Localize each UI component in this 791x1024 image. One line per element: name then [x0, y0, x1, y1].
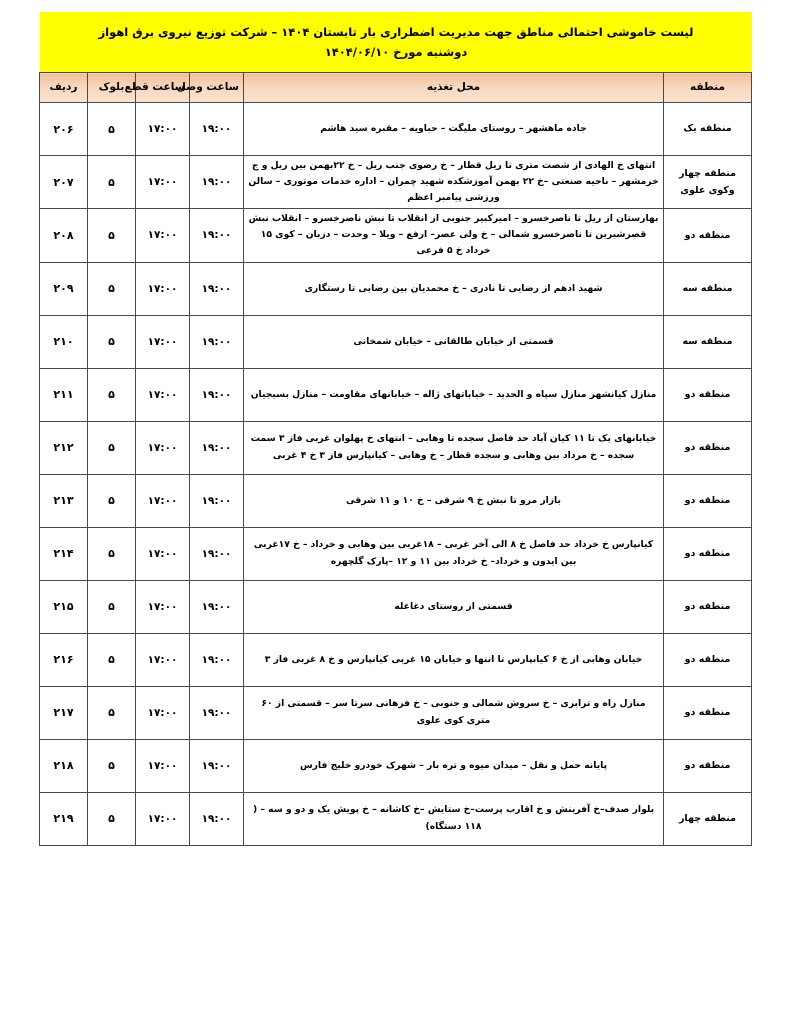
column-header-mantagheh: منطقه: [664, 73, 752, 103]
cell-radif: ۲۱۶: [40, 633, 88, 686]
cell-mahal-taghzieh: بهارستان از ریل تا ناصرخسرو – امیرکبیر جنوبی از انقلاب تا نبش ناصرخسرو – انقلاب نبش قصرشیرین تا ناصرخسرو شمالی – خ ولی عصر– ارفع – ویلا – وحدت – دزبان – کوی ۱۵ خرداد خ ۵ فرعی: [244, 209, 664, 262]
cell-saat-ghat: ۱۷:۰۰: [136, 156, 190, 209]
table-row: [40, 474, 752, 527]
title-banner: [40, 12, 752, 72]
table-row: [40, 262, 752, 315]
cell-radif: ۲۱۱: [40, 368, 88, 421]
cell-radif: ۲۰۹: [40, 262, 88, 315]
cell-mahal-taghzieh: خیابانهای یک تا ۱۱ کیان آباد حد فاصل سجده تا وهابی – انتهای خ پهلوان غربی فاز ۳ سمت سجده – خ مرداد بین وهابی و سجده قطار – خ وهابی – کیانپارس فاز ۳ خ ۴ غربی: [244, 421, 664, 474]
cell-radif: ۲۰۸: [40, 209, 88, 262]
cell-mantagheh: منطقه چهار: [664, 792, 752, 845]
cell-mantagheh: منطقه دو: [664, 527, 752, 580]
table-body: [40, 103, 752, 846]
cell-blok: ۵: [88, 686, 136, 739]
cell-radif: ۲۱۹: [40, 792, 88, 845]
cell-saat-vasl: ۱۹:۰۰: [190, 792, 244, 845]
cell-radif: ۲۱۴: [40, 527, 88, 580]
table-row: [40, 315, 752, 368]
cell-mahal-taghzieh: شهید ادهم از رضایی تا نادری – خ محمدیان بین رضایی تا رستگاری: [244, 262, 664, 315]
cell-blok: ۵: [88, 103, 136, 156]
banner-title: لیست خاموشی احتمالی مناطق جهت مدیریت اضطراری بار تابستان ۱۴۰۴ – شرکت توزیع نیروی برق اهواز: [98, 24, 694, 39]
cell-blok: ۵: [88, 315, 136, 368]
cell-saat-ghat: ۱۷:۰۰: [136, 315, 190, 368]
table-header: [40, 73, 752, 103]
cell-saat-vasl: ۱۹:۰۰: [190, 739, 244, 792]
cell-blok: ۵: [88, 580, 136, 633]
outage-table-wrapper: [40, 72, 752, 846]
table-row: [40, 156, 752, 209]
cell-saat-vasl: ۱۹:۰۰: [190, 527, 244, 580]
table-row: [40, 209, 752, 262]
cell-blok: ۵: [88, 527, 136, 580]
cell-radif: ۲۱۰: [40, 315, 88, 368]
cell-mantagheh: منطقه دو: [664, 474, 752, 527]
cell-mantagheh: منطقه چهار وکوی علوی: [664, 156, 752, 209]
cell-radif: ۲۰۶: [40, 103, 88, 156]
cell-mantagheh: منطقه دو: [664, 368, 752, 421]
cell-mahal-taghzieh: جاده ماهشهر – روستای ملیگت – حباویه – مقبره سید هاشم: [244, 103, 664, 156]
cell-mahal-taghzieh: منازل راه و ترابری – خ سروش شمالی و جنوبی – خ فرهانی سرتا سر – قسمتی از ۶۰ متری کوی علوی: [244, 686, 664, 739]
cell-blok: ۵: [88, 739, 136, 792]
cell-mahal-taghzieh: کیانپارس خ خرداد حد فاصل خ ۸ الی آخر غربی – ۱۸غربی بین وهابی و خرداد – خ ۱۷غربی بین ایدون و خرداد– خ خرداد بین ۱۱ و ۱۲ –پارک گلچهره: [244, 527, 664, 580]
table-row: [40, 527, 752, 580]
cell-saat-vasl: ۱۹:۰۰: [190, 580, 244, 633]
cell-mahal-taghzieh: پایانه حمل و نقل – میدان میوه و تره بار – شهرک خودرو خلیج فارس: [244, 739, 664, 792]
table-row: [40, 580, 752, 633]
cell-radif: ۲۱۳: [40, 474, 88, 527]
cell-saat-ghat: ۱۷:۰۰: [136, 262, 190, 315]
cell-mahal-taghzieh: قسمتی از خیابان طالقانی – خیابان شمخانی: [244, 315, 664, 368]
cell-radif: ۲۱۸: [40, 739, 88, 792]
banner-subtitle: دوشنبه مورخ ۱۴۰۴/۰۶/۱۰: [324, 45, 468, 59]
table-row: [40, 633, 752, 686]
cell-saat-vasl: ۱۹:۰۰: [190, 686, 244, 739]
cell-saat-vasl: ۱۹:۰۰: [190, 421, 244, 474]
cell-mantagheh: منطقه سه: [664, 262, 752, 315]
outage-table: [39, 72, 752, 846]
table-row: [40, 421, 752, 474]
cell-saat-ghat: ۱۷:۰۰: [136, 580, 190, 633]
cell-mantagheh: منطقه دو: [664, 739, 752, 792]
cell-radif: ۲۰۷: [40, 156, 88, 209]
cell-saat-vasl: ۱۹:۰۰: [190, 103, 244, 156]
cell-mantagheh: منطقه سه: [664, 315, 752, 368]
table-row: [40, 739, 752, 792]
table-row: [40, 103, 752, 156]
table-row: [40, 368, 752, 421]
cell-mahal-taghzieh: خیابان وهابی از خ ۶ کیانپارس تا انتها و خیابان ۱۵ غربی کیانپارس و خ ۸ غربی فاز ۳: [244, 633, 664, 686]
cell-saat-ghat: ۱۷:۰۰: [136, 209, 190, 262]
cell-saat-vasl: ۱۹:۰۰: [190, 262, 244, 315]
cell-mahal-taghzieh: بازار مرو تا نبش خ ۹ شرقی – خ ۱۰ و ۱۱ شرقی: [244, 474, 664, 527]
cell-mahal-taghzieh: بلوار صدف–خ آفرینش و خ اقارب پرست–خ ستایش –خ کاشانه – خ پویش یک و دو و سه – ( ۱۱۸ دستگاه): [244, 792, 664, 845]
cell-mantagheh: منطقه دو: [664, 686, 752, 739]
cell-saat-vasl: ۱۹:۰۰: [190, 474, 244, 527]
cell-mantagheh: منطقه دو: [664, 209, 752, 262]
cell-blok: ۵: [88, 262, 136, 315]
cell-blok: ۵: [88, 421, 136, 474]
cell-saat-vasl: ۱۹:۰۰: [190, 209, 244, 262]
column-header-mahal-taghzieh: محل تغذیه: [244, 73, 664, 103]
cell-saat-ghat: ۱۷:۰۰: [136, 368, 190, 421]
cell-mantagheh: منطقه دو: [664, 633, 752, 686]
cell-mahal-taghzieh: قسمتی از روستای دغاغله: [244, 580, 664, 633]
cell-saat-vasl: ۱۹:۰۰: [190, 156, 244, 209]
cell-blok: ۵: [88, 792, 136, 845]
cell-mahal-taghzieh: انتهای خ الهادی از شصت متری تا ریل قطار – خ رضوی جنب ریل – خ ۲۲بهمن بین ریل و ج خرمشهر – ناحیه صنعتی –خ ۲۲ بهمن آموزشکده شهید چمران – اداره خدمات موتوری – سالن ورزشی پیامبر اعظم: [244, 156, 664, 209]
cell-saat-ghat: ۱۷:۰۰: [136, 527, 190, 580]
cell-saat-ghat: ۱۷:۰۰: [136, 103, 190, 156]
cell-blok: ۵: [88, 156, 136, 209]
cell-blok: ۵: [88, 209, 136, 262]
cell-blok: ۵: [88, 474, 136, 527]
cell-saat-ghat: ۱۷:۰۰: [136, 792, 190, 845]
cell-mantagheh: منطقه دو: [664, 421, 752, 474]
column-header-saat-vasl: ساعت وصل: [190, 73, 244, 103]
cell-blok: ۵: [88, 633, 136, 686]
cell-saat-ghat: ۱۷:۰۰: [136, 686, 190, 739]
cell-radif: ۲۱۵: [40, 580, 88, 633]
column-header-blok: بلوک: [88, 73, 136, 103]
cell-radif: ۲۱۷: [40, 686, 88, 739]
cell-saat-ghat: ۱۷:۰۰: [136, 739, 190, 792]
cell-saat-ghat: ۱۷:۰۰: [136, 633, 190, 686]
cell-mantagheh: منطقه دو: [664, 580, 752, 633]
cell-mahal-taghzieh: منازل کیانشهر منازل سپاه و الحدید – خیاباتهای ژاله – خیابانهای مقاومت – منازل بسیجیان: [244, 368, 664, 421]
column-header-saat-ghat: ساعت قطع: [136, 73, 190, 103]
cell-mantagheh: منطقه یک: [664, 103, 752, 156]
table-row: [40, 686, 752, 739]
cell-radif: ۲۱۲: [40, 421, 88, 474]
cell-saat-vasl: ۱۹:۰۰: [190, 368, 244, 421]
table-header-row: [40, 73, 752, 103]
table-row: [40, 792, 752, 845]
cell-saat-vasl: ۱۹:۰۰: [190, 315, 244, 368]
cell-saat-vasl: ۱۹:۰۰: [190, 633, 244, 686]
cell-blok: ۵: [88, 368, 136, 421]
cell-saat-ghat: ۱۷:۰۰: [136, 421, 190, 474]
column-header-radif: ردیف: [40, 73, 88, 103]
cell-saat-ghat: ۱۷:۰۰: [136, 474, 190, 527]
